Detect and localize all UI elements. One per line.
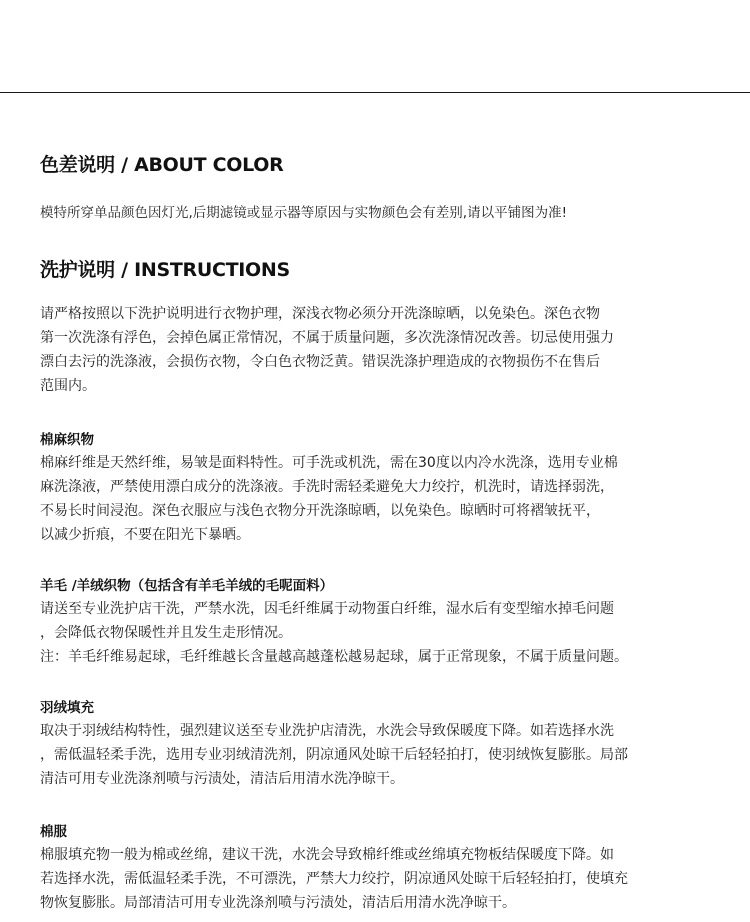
wool-text — [40, 597, 712, 669]
wash-intro-line: 漂白去污的洗涤液，会损伤衣物，令白色衣物泛黄。错误洗涤护理造成的衣物损伤不在售后 — [40, 354, 600, 370]
padded-line: 物恢复膨胀。局部清洁可用专业洗涤剂喷与污渍处，清洁后用清水洗净晾干。 — [40, 895, 516, 911]
padded-heading: 棉服 — [40, 824, 67, 840]
padded-text — [40, 843, 712, 915]
wash-intro-line: 第一次洗涤有浮色，会掉色属正常情况，不属于质量问题，多次洗涤情况改善。切忌使用强力 — [40, 330, 614, 346]
down-line: ，需低温轻柔手洗，选用专业羽绒清洗剂，阴凉通风处晾干后轻轻拍打，使羽绒恢复膨胀。局部 — [40, 747, 628, 763]
wash-section-title: 洗护说明 / INSTRUCTIONS — [40, 259, 290, 281]
wash-intro — [40, 302, 712, 398]
down-line: 清洁可用专业洗涤剂喷与污渍处，清洁后用清水洗净晾干。 — [40, 771, 404, 787]
wool-line: 注：羊毛纤维易起球，毛纤维越长含量越高越蓬松越易起球，属于正常现象，不属于质量问题。 — [40, 649, 628, 665]
wash-intro-line: 范围内。 — [40, 378, 96, 394]
padded-line: 棉服填充物一般为棉或丝绵，建议干洗，水洗会导致棉纤维或丝绵填充物板结保暖度下降。如 — [40, 847, 614, 863]
padded-line: 若选择水洗，需低温轻柔手洗，不可漂洗，严禁大力绞拧，阴凉通风处晾干后轻轻拍打，使填充 — [40, 871, 628, 887]
cotton-heading: 棉麻织物 — [40, 432, 94, 448]
wool-line: ，会降低衣物保暖性并且发生走形情况。 — [40, 625, 292, 641]
down-heading: 羽绒填充 — [40, 700, 94, 716]
color-note — [40, 201, 712, 225]
top-divider — [0, 92, 750, 93]
cotton-line: 以减少折痕，不要在阳光下暴晒。 — [40, 527, 250, 543]
down-text — [40, 719, 712, 791]
cotton-text — [40, 451, 712, 547]
down-line: 取决于羽绒结构特性，强烈建议送至专业洗护店清洗，水洗会导致保暖度下降。如若选择水洗 — [40, 723, 614, 739]
wash-intro-line: 请严格按照以下洗护说明进行衣物护理，深浅衣物必须分开洗涤晾晒，以免染色。深色衣物 — [40, 306, 600, 322]
color-note-line: 模特所穿单品颜色因灯光,后期滤镜或显示器等原因与实物颜色会有差别,请以平铺图为准! — [40, 205, 567, 221]
cotton-line: 麻洗涤液，严禁使用漂白成分的洗涤液。手洗时需轻柔避免大力绞拧，机洗时，请选择弱洗， — [40, 479, 614, 495]
cotton-line: 棉麻纤维是天然纤维，易皱是面料特性。可手洗或机洗，需在30度以内冷水洗涤，选用专业棉 — [40, 455, 618, 471]
wool-line: 请送至专业洗护店干洗，严禁水洗，因毛纤维属于动物蛋白纤维，湿水后有变型缩水掉毛问题 — [40, 601, 614, 617]
color-section-title: 色差说明 / ABOUT COLOR — [40, 154, 284, 176]
cotton-line: 不易长时间浸泡。深色衣服应与浅色衣物分开洗涤晾晒，以免染色。晾晒时可将褶皱抚平， — [40, 503, 600, 519]
wool-heading: 羊毛 /羊绒织物（包括含有羊毛羊绒的毛呢面料） — [40, 578, 334, 594]
